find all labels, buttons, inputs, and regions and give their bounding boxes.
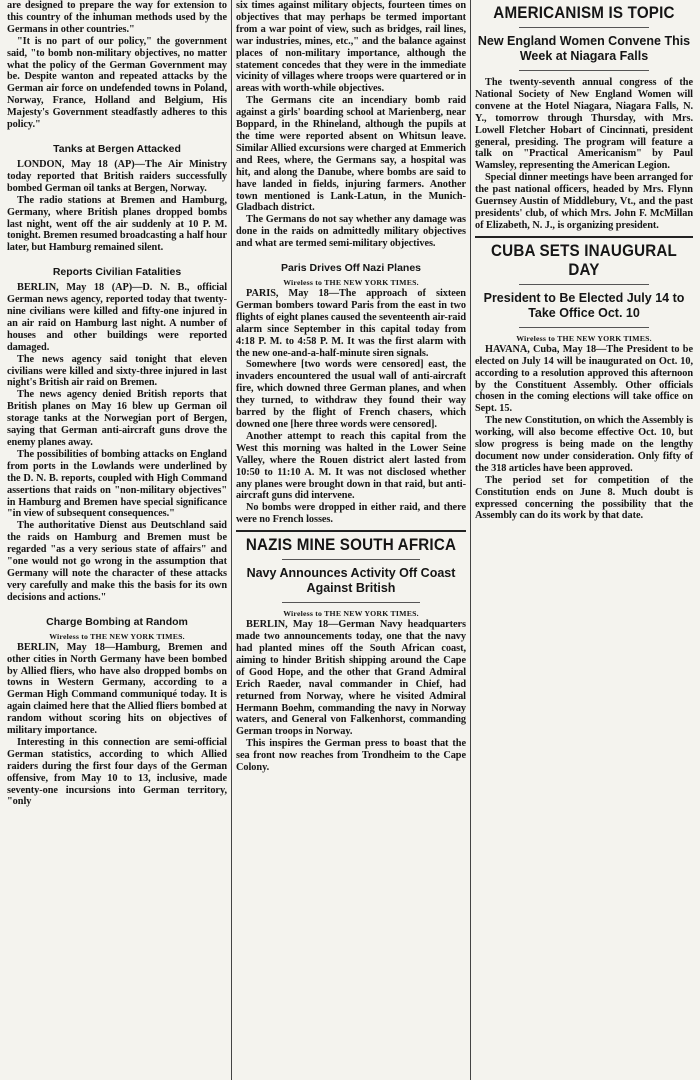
dateline-wireless: Wireless to THE NEW YORK TIMES. bbox=[283, 609, 419, 619]
deck-new-england-women: New England Women Convene This Week at Niagara Falls bbox=[477, 34, 691, 63]
paragraph: LONDON, May 18 (AP)—The Air Ministry today reported that British raiders successfully bombed German oil tanks at Bergen, Norway. bbox=[7, 158, 227, 194]
paragraph: The period set for competition of the Constitution ends on June 8. Much doubt is expressed concerning the possibility that the Assembly can do its work by that date. bbox=[475, 474, 693, 522]
column-middle bbox=[231, 0, 471, 1080]
subhead-tanks-at-bergen: Tanks at Bergen Attacked bbox=[53, 142, 181, 155]
dateline-wireless: Wireless to THE NEW YORK TIMES. bbox=[49, 631, 185, 641]
dateline-wireless: Wireless to THE NEW YORK TIMES. bbox=[283, 278, 419, 288]
paragraph: The Germans do not say whether any damage was done in the raids on admittedly military objectives and what are termed semi-military objectives. bbox=[236, 214, 466, 250]
deck-president-elected: President to Be Elected July 14 to Take Office Oct. 10 bbox=[483, 290, 685, 320]
column-left bbox=[3, 0, 231, 1080]
column-right bbox=[471, 0, 697, 1080]
paragraph: HAVANA, Cuba, May 18—The President to be elected on July 14 will be inaugurated on Oct. 10, according to a resolution approved this afternoon by the Constituent Assembly. Other officials chosen in the coming elections will take office on Sept. 15. bbox=[475, 343, 693, 415]
subhead-charge-bombing: Charge Bombing at Random bbox=[46, 615, 188, 628]
paragraph: PARIS, May 18—The approach of sixteen German bombers toward Paris from the east in two flights of eight planes caused the seventeenth air-raid alarm since September in this capital today from 4:18 P. M. to 4:58 P. M. It was the first alarm with the new one-and-a-half-minute siren signals. bbox=[236, 288, 466, 359]
paragraph: BERLIN, May 18—German Navy headquarters made two announcements today, one that the navy had planted mines off the South African coast, aiming to hinder British shipping around the Cape of Good Hope, and the other that Grand Admiral Erich Raeder, naval commander in Chief, had returned from Norway, where he visited Admiral Hermann Boehm, commanding the navy in Norway waters, and General von Falkenhorst, commanding German troops in Norway. bbox=[236, 619, 466, 738]
paragraph: The news agency denied British reports that British planes on May 16 blew up German oil storage tanks at the Norwegian port of Bergen, saying that German anti-aircraft guns drove the enemy planes away. bbox=[7, 389, 227, 448]
paragraph: This inspires the German press to boast that the sea front now reaches from Trondheim to the Cape Colony. bbox=[236, 738, 466, 774]
dateline-wireless: Wireless to THE NEW YORK TIMES. bbox=[516, 333, 652, 343]
paragraph: BERLIN, May 18 (AP)—D. N. B., official German news agency, reported today that twenty-nine civilians were killed and fifty-one injured in an air raid on Hamburg last night. A number of houses and other buildings were reported damaged. bbox=[7, 282, 227, 353]
paragraph: No bombs were dropped in either raid, and there were no French losses. bbox=[236, 502, 466, 526]
paragraph: BERLIN, May 18—Hamburg, Bremen and other cities in North Germany have been bombed by Allied fliers, who have also dropped bombs on towns in Western Germany, according to a German High Command communiqué today. It is again claimed here that the Allied fliers bombed at random without scoring hits on objectives of military importance. bbox=[7, 641, 227, 737]
divider bbox=[519, 27, 650, 28]
divider bbox=[519, 327, 650, 328]
divider bbox=[519, 70, 650, 71]
paragraph: The twenty-seventh annual congress of the National Society of New England Women will convene at the Hotel Niagara, Niagara Falls, N. Y., tomorrow through Thursday, with Mrs. Lowell Fletcher Hobart of Cincinnati, president general, presiding. The program will feature a talk on "Practical Americanism" by Paul Wamsley, representing the American Legion. bbox=[475, 77, 693, 172]
divider bbox=[236, 530, 466, 532]
subhead-civilian-fatalities: Reports Civilian Fatalities bbox=[52, 266, 182, 279]
divider bbox=[282, 559, 420, 560]
divider bbox=[475, 236, 693, 238]
paragraph: The news agency said tonight that eleven civilians were killed and sixty-three injured in last night's British air raid on Bremen. bbox=[7, 353, 227, 389]
paragraph: Special dinner meetings have been arranged for the past national officers, headed by Mrs. Flynn Guernsey Austin of Middlebury, Vt., and the past presidents' club, of which Mrs. John F. McMillan of Elizabeth, N. J., is organizing president. bbox=[475, 172, 693, 231]
paragraph: Somewhere [two words were censored] east, the invaders encountered the usual wall of anti-aircraft fire, which downed three German planes, and when they turned, to withdraw they found their way barred by the flight of French chasers, which downed one [here three words were censored]. bbox=[236, 359, 466, 430]
divider bbox=[282, 602, 420, 603]
paragraph: The new Constitution, on which the Assembly is working, will also become effective Oct. 10, but slow progress is being made on the lengthy document now under consideration. Only fifty of the 318 articles have been approved. bbox=[475, 415, 693, 474]
paragraph: Interesting in this connection are semi-official German statistics, according to which Allied raiders during the first four days of the German offensive, from May 10 to 13, inclusive, made seventy-one incursions into German territory, "only bbox=[7, 736, 227, 808]
headline-nazis-mine: NAZIS MINE SOUTH AFRICA bbox=[245, 536, 457, 555]
paragraph: The possibilities of bombing attacks on England from ports in the Lowlands were underlined by the D. N. B. reports, coupled with High Command assertions that raids on "non-military objectives" in Hamburg and Bremen have special significance "in view of subsequent consequences." bbox=[7, 448, 227, 520]
paragraph: The authoritative Dienst aus Deutschland said the raids on Hamburg and Bremen must be regarded "as a very serious state of affairs" and "one would not go wrong in the assumption that Germany will note the character of these attacks very carefully and make this the basis for its own decisions and actions." bbox=[7, 520, 227, 603]
paragraph: six times against military objects, fourteen times on objectives that may perhaps be termed important from a war point of view, such as bridges, rail lines, war industries, mines, etc.," and the balance against places of non-military importance, although the statement concedes that they were in the immediate vicinity of villages where troops were quartered or in areas with worth-while objectives. bbox=[236, 0, 466, 95]
headline-cuba-sets: CUBA SETS INAUGURAL DAY bbox=[491, 241, 677, 279]
paragraph: are designed to prepare the way for extension to this country of the inhuman methods used by the Germans in other countries." bbox=[7, 0, 227, 35]
paragraph: The Germans cite an incendiary bomb raid against a girls' boarding school at Marienberg, near Boppard, in the Rhineland, although the pupils at the time were reported absent on Whitsun leave. Similar Allied excursions were charged at Emmerich and Rees, where, the Germans say, a hospital was hit, and along the Danube, where bombs are said to have landed in fields, injuring farmers. Another town mentioned is Lank-Latun, in the Munich-Gladbach district. bbox=[236, 95, 466, 214]
subhead-paris-drives-off: Paris Drives Off Nazi Planes bbox=[280, 262, 422, 275]
paragraph: The radio stations at Bremen and Hamburg, Germany, where British planes dropped bombs last night, went off the air suddenly at 10 P. M. tonight. Bremen resumed broadcasting a half hour later, but Hamburg remained silent. bbox=[7, 194, 227, 254]
paragraph: "It is no part of our policy," the government said, "to bomb non-military objectives, no matter what the policy of the German Government may be. Despite wanton and repeated attacks by the German air force on undefended towns in Poland, Norway, France, Holland and Belgium, His Majesty's Government steadfastly adheres to this policy." bbox=[7, 35, 227, 131]
headline-americanism: AMERICANISM IS TOPIC bbox=[493, 4, 675, 22]
paragraph: Another attempt to reach this capital from the West this morning was halted in the Lower Seine Valley, where the Rouen district alert lasted from 10:50 to 11:10 A. M. It was not disclosed whether any planes were brought down in that raid, but anti-aircraft guns did intervene. bbox=[236, 430, 466, 502]
deck-navy-announces: Navy Announces Activity Off Coast Against British bbox=[246, 566, 456, 596]
divider bbox=[519, 284, 650, 285]
